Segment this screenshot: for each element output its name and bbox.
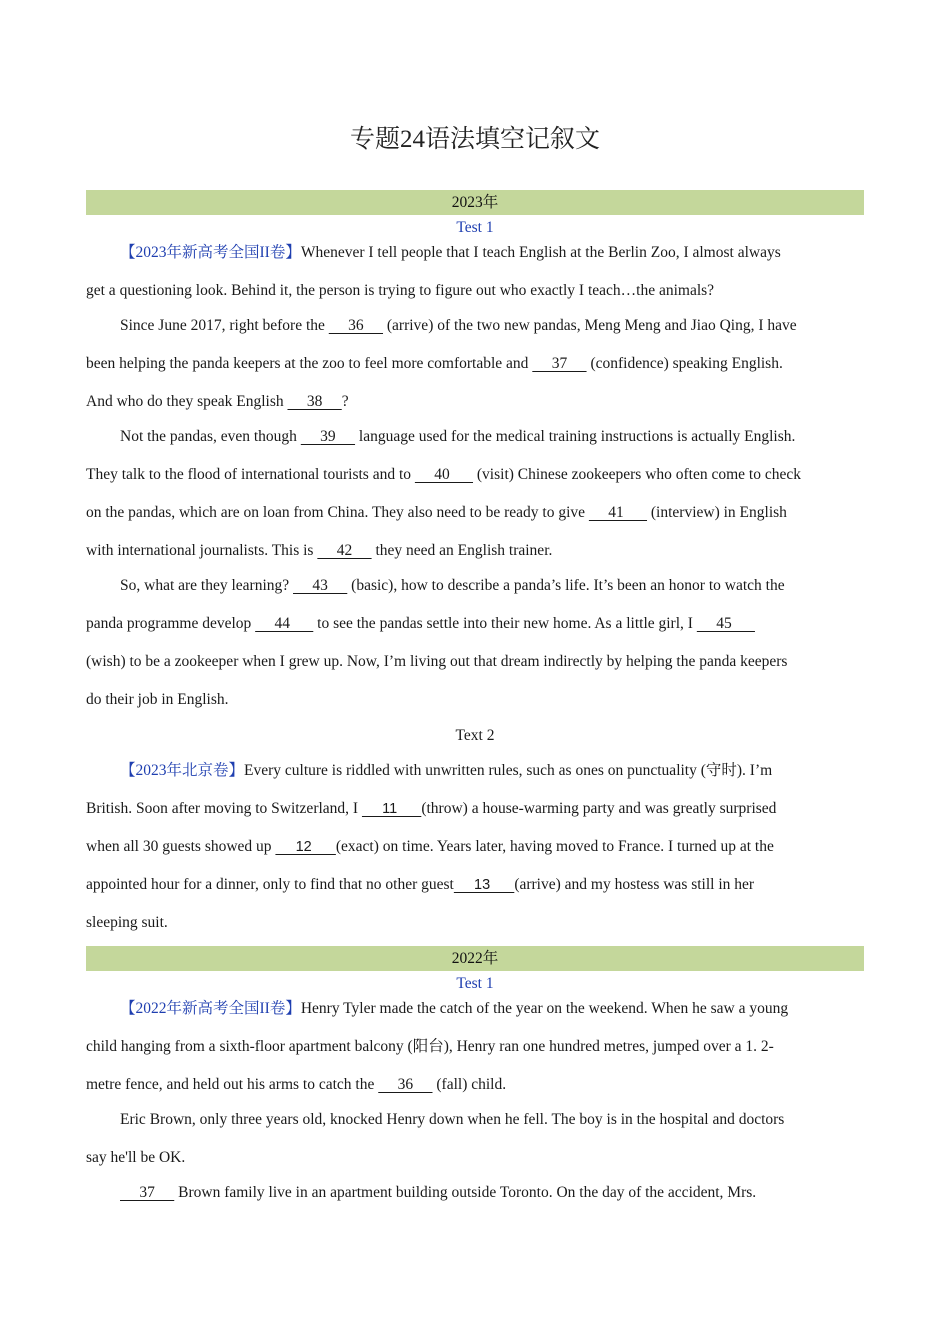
text-label-2023-2: Text 2 xyxy=(455,727,495,744)
blank-11[interactable]: 11 xyxy=(361,801,422,817)
test-label-2023-1: Test 1 xyxy=(456,219,494,236)
blank-13[interactable]: 13 xyxy=(453,877,515,893)
test-label-2022-1: Test 1 xyxy=(456,975,494,992)
paragraph-2023-p2: Since June 2017, right before the 36 (arrive) of the two new pandas, Meng Meng and Jiao Qing, I have been helping the panda keepers at the zoo to feel more comfortable and 37 (confidence) speaking English. And who do they speak English 38 ? xyxy=(86,317,797,410)
blank-44[interactable]: 44 xyxy=(255,615,314,632)
blank-42[interactable]: 42 xyxy=(317,542,372,559)
paragraph-2023-intro: 【2023年新高考全国II卷】Whenever I tell people that I teach English at the Berlin Zoo, I almost always get a questioning look. Behind it, the person is trying to figure out who exactly I teach…the animals? xyxy=(86,244,781,299)
blank-45[interactable]: 45 xyxy=(696,615,755,632)
blank-37-2022[interactable]: 37 xyxy=(120,1184,175,1201)
source-tag: 【2022年新高考全国II卷】 xyxy=(120,1000,301,1017)
paragraph-2022-p3: 37 Brown family live in an apartment building outside Toronto. On the day of the accident, Mrs. xyxy=(120,1184,757,1201)
blank-40[interactable]: 40 xyxy=(414,466,474,483)
blank-41[interactable]: 41 xyxy=(588,504,648,521)
paragraph-2022-p2: Eric Brown, only three years old, knocked Henry down when he fell. The boy is in the hospital and doctors say he'll be OK. xyxy=(86,1111,785,1166)
blank-36[interactable]: 36 xyxy=(328,317,384,334)
year-header-2023: 2023年 xyxy=(86,190,864,215)
blank-43[interactable]: 43 xyxy=(293,577,348,594)
page-title: 专题24语法填空记叙文 xyxy=(349,126,600,153)
blank-36-2022[interactable]: 36 xyxy=(378,1076,433,1093)
blank-38[interactable]: 38 xyxy=(287,393,342,410)
blank-39[interactable]: 39 xyxy=(300,428,356,445)
year-header-2022: 2022年 xyxy=(86,946,864,971)
blank-37[interactable]: 37 xyxy=(532,355,587,372)
paragraph-2022-intro: 【2022年新高考全国II卷】Henry Tyler made the catch of the year on the weekend. When he saw a young child hanging from a sixth-floor apartment balcony (阳台), Henry ran one hundred metres, jumped over a 1. 2- metre fence, and held out his arms to catch the 36 (fall) child. xyxy=(86,1000,789,1093)
paragraph-2023-p4: So, what are they learning? 43 (basic), how to describe a panda’s life. It’s been an honor to watch the panda programme develop 44 to see the pandas settle into their new home. As a little girl, I 45 (wish) to be a zookeeper when I grew up. Now, I’m living out that dream indirectly by helping the panda keepers do their job in English. xyxy=(86,577,788,708)
paragraph-2023-text2: 【2023年北京卷】Every culture is riddled with unwritten rules, such as ones on punctuality (守时). I’m British. Soon after moving to Switzerland, I 11 (throw) a house-warming party and was greatly surprised when all 30 guests showed up 12 (exact) on time. Years later, having moved to France. I turned up at the appointed hour for a dinner, only to find that no other guest 13 (arrive) and my hostess was still in her sleeping suit. xyxy=(86,762,777,931)
blank-12[interactable]: 12 xyxy=(275,839,336,855)
source-tag: 【2023年北京卷】 xyxy=(120,762,245,779)
paragraph-2023-p3: Not the pandas, even though 39 language used for the medical training instructions is actually English. They talk to the flood of international tourists and to 40 (visit) Chinese zookeepers who often come to check on the pandas, which are on loan from China. They also need to be ready to give 41 (interview) in English with international journalists. This is 42 they need an English trainer. xyxy=(86,428,801,559)
source-tag: 【2023年新高考全国II卷】 xyxy=(120,244,301,261)
